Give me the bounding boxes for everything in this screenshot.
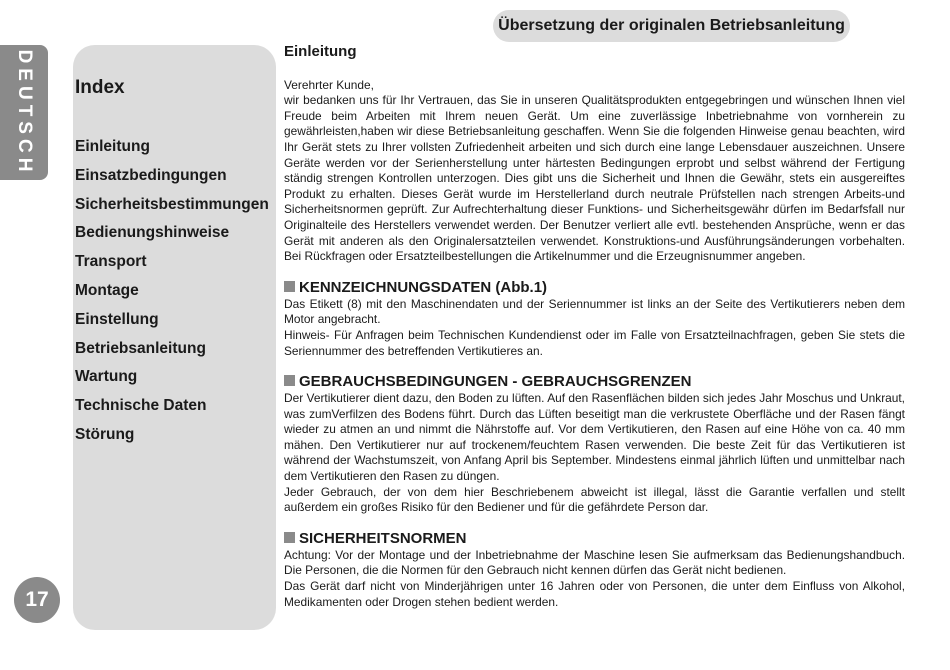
section-paragraph: Hinweis- Für Anfragen beim Technischen Kundendienst oder im Falle von Ersatzteilnachfragen, geben Sie stets die Seriennummer des betreffenden Vertikutieres an. [284, 327, 905, 358]
intro-greeting: Verehrter Kunde, [284, 77, 374, 92]
section-heading-sicherheitsnormen [284, 529, 905, 548]
index-item-stoerung: Störung [75, 425, 135, 443]
intro-body: wir bedanken uns für Ihr Vertrauen, das Sie in unseren Qualitätsprodukten entgegebringen und wünschen Ihnen viel Freude beim Arbeiten mit Ihrem neuen Gerät. Um eine zuverlässige Inbetriebnahme von vornherein zu gewährleisten,haben wir diese Betriebsanleitung geschaffen. Wenn Sie die folgenden Hinweise genau beachten, wird Ihr Gerät stets zu Ihrer vollsten Zufriedenheit arbeiten und sich durch eine lange Lebensdauer auszeichnen. Unsere Geräte werden vor der Serienherstellung unter härtesten Bedingungen erprobt und selbst während der Fertigung ständig strengen Kontrollen unterzogen. Dies gibt uns die Sicherheit und Ihnen die Gewähr, stets ein ausgereiftes Produkt zu erhalten. Dieses Gerät wurde im Herstellerland durch neutrale Prüfstellen nach strengen Arbeits-und Sicherheitsnormen geprüft. Zur Aufrechterhaltung dieser Funktions- und Sicherheitsgewähr dürfen im Bedarfsfall nur Originalteile des Herstellers verwendet werden. Der Benutzer verliert alle evtl. bestehenden Ansprüche, wenn er das Gerät mit anderen als den Originalersatzteilen verwendet. Konstruktions-und Ausführungsänderungen vorbehalten. Bei Rückfragen oder Ersatzteilbestellungen die Artikelnummer und die Erzeugnisnummer angeben. [284, 93, 905, 264]
index-item-einleitung: Einleitung [75, 138, 150, 155]
language-tab [0, 45, 48, 180]
section-heading-gebrauchsbedingungen [284, 372, 905, 391]
square-bullet-icon [284, 281, 295, 292]
index-item-bedienungshinweise: Bedienungshinweise [75, 224, 230, 242]
section-paragraph: Achtung: Vor der Montage und der Inbetriebnahme der Maschine lesen Sie aufmerksam das Bedienungshandbuch. Die Personen, die die Normen für den Gebrauch nicht kennen dürfen das Gerät nicht bedienen. [284, 547, 905, 578]
section-heading-kennzeichnungsdaten [284, 278, 905, 297]
page-number: 17 [14, 577, 60, 623]
section-heading-text: GEBRAUCHSBEDINGUNGEN - GEBRAUCHSGRENZEN [299, 373, 692, 391]
document-header: Übersetzung der originalen Betriebsanleitung [493, 10, 850, 42]
section-paragraph: Das Gerät darf nicht von Minderjährigen unter 16 Jahren oder von Personen, die unter dem Einfluss von Alkohol, Medikamenten oder Drogen stehen bedient werden. [284, 579, 905, 609]
index-item-montage: Montage [75, 281, 139, 299]
section-heading-text: KENNZEICHNUNGSDATEN (Abb.1) [299, 278, 548, 296]
index-title: Index [75, 77, 125, 98]
main-content [284, 44, 905, 610]
index-item-sicherheitsbestimmungen: Sicherheitsbestimmungen [75, 195, 269, 213]
index-item-einsatzbedingungen: Einsatzbedingungen [75, 166, 227, 184]
index-item-betriebsanleitung: Betriebsanleitung [75, 339, 206, 357]
index-item-technische-daten: Technische Daten [75, 397, 207, 415]
index-list [75, 138, 269, 455]
square-bullet-icon [284, 532, 295, 543]
index-item-transport: Transport [75, 253, 147, 271]
square-bullet-icon [284, 375, 295, 386]
section-paragraph: Der Vertikutierer dient dazu, den Boden zu lüften. Auf den Rasenflächen bilden sich jedes Jahr Moschus und Unkraut, was zumVerfilzen des Bodens führt. Durch das Lüften beseitigt man die verkrustete Oberfläche und der Rasen fängt wieder zu atmen an und nimmt die Nährstoffe auf. Vor dem Vertikutieren, den Rasen auf eine Höhe von ca. 40 mm mähen. Den Vertikutierer nur auf trockenem/feuchtem Rasen verwenden. Die beste Zeit für das Vertikutieren ist während der Wachstumszeit, von Anfang April bis September. Mindestens einmal jährlich lüften und unmittelbar nach dem Vertikutieren den Rasen zu düngen. [284, 391, 905, 484]
index-panel [73, 45, 276, 630]
section-heading-text: SICHERHEITSNORMEN [299, 529, 467, 547]
language-label: DEUTSCH [14, 49, 35, 176]
index-item-einstellung: Einstellung [75, 310, 159, 328]
section-paragraph: Jeder Gebrauch, der von dem hier Beschriebenem abweicht ist illegal, lässt die Garantie verfallen und stellt außerdem ein großes Risiko für den Bediener und für die gefährdete Person dar. [284, 484, 905, 515]
section-paragraph: Das Etikett (8) mit den Maschinendaten und der Seriennummer ist links an der Seite des Vertikutierers neben dem Motor angebracht. [284, 296, 905, 327]
index-item-wartung: Wartung [75, 368, 138, 386]
intro-heading: Einleitung [284, 43, 357, 60]
